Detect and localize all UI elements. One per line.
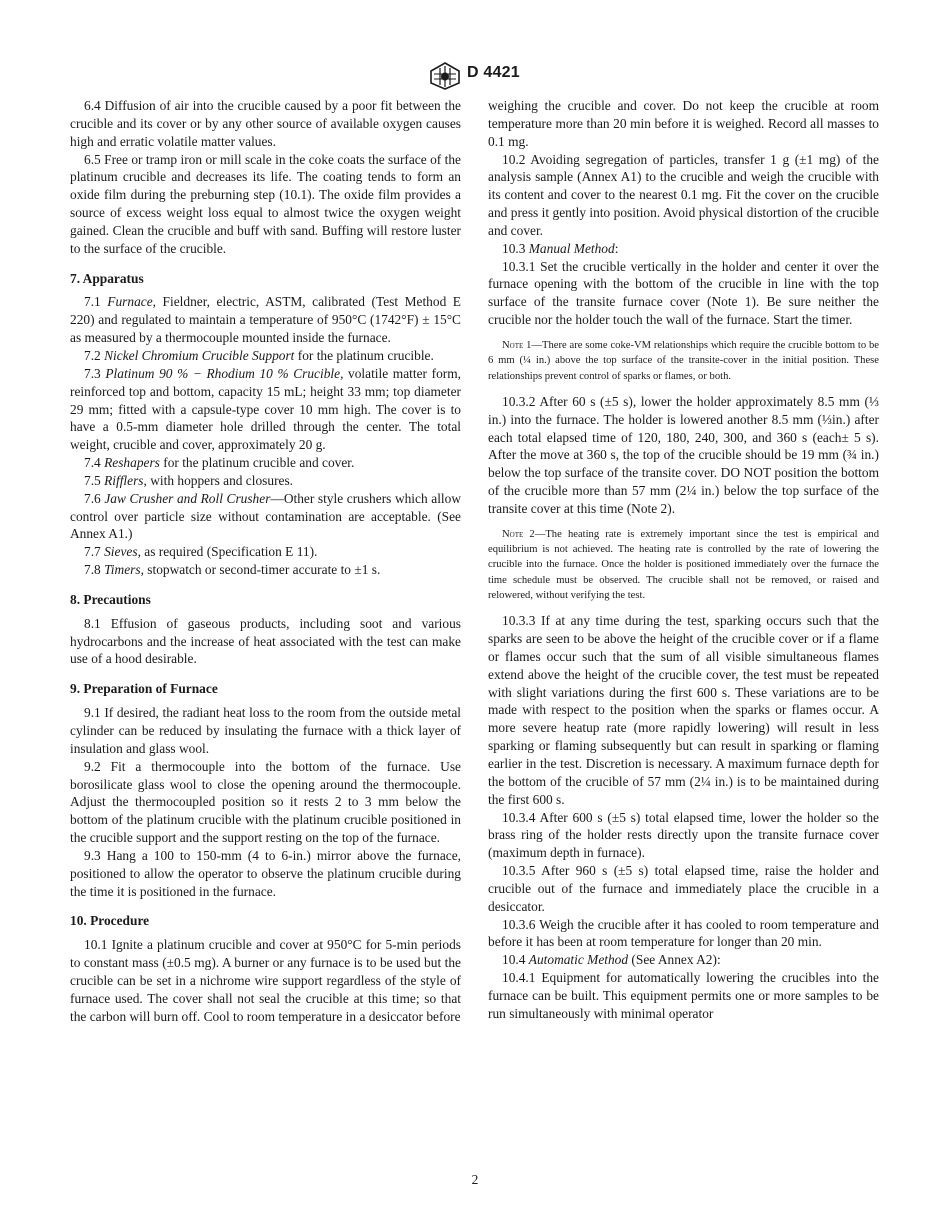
section-heading-procedure: 10. Procedure xyxy=(70,913,150,929)
paragraph-9-3: 9.3 Hang a 100 to 150-mm (4 to 6-in.) mirror above the furnace, positioned to allow the operator to observe the platinum crucible during the time it is positioned in the furnace. xyxy=(70,847,461,899)
paragraph-10-1: 10.1 Ignite a platinum crucible and cover at 950°C for 5-min periods to constant mass (±0.5 mg). A burner or any furnace is to be used but the crucible can be set in a nichrome wire support regardless of the style of furnace used. The cover shall not seal the crucible at this time; so that the carbon will burn off. Cool to room temperature in a desiccator before xyxy=(70,937,461,1024)
paragraph-10-3-5: 10.3.5 After 960 s (±5 s) total elapsed time, raise the holder and crucible out of the furnace and immediately place the crucible in a desiccator. xyxy=(488,863,879,914)
paragraph-9-2: 9.2 Fit a thermocouple into the bottom of the furnace. Use borosilicate glass wool to close the opening around the thermocouple. Adjust the thermocoupled position so it rests 2 to 3 mm below the bottom of the platinum crucible with the platinum crucible positioned in the crucible support and the support resting on the top of the furnace. xyxy=(70,758,461,846)
paragraph-7-8: 7.8 Timers, stopwatch or second-timer accurate to ±1 s. xyxy=(84,562,381,578)
paragraph-7-7: 7.7 Sieves, as required (Specification E 11). xyxy=(84,544,318,560)
section-heading-precautions: 8. Precautions xyxy=(70,591,151,607)
paragraph-7-1: 7.1 Furnace, Fieldner, electric, ASTM, calibrated (Test Method E 220) and regulated to maintain a temperature of 950°C (1742°F) ± 15°C as measured by a thermocouple mounted inside the furnace. xyxy=(70,294,461,346)
paragraph-7-6: 7.6 Jaw Crusher and Roll Crusher—Other style crushers which allow control over particle size without contamination are acceptable. (See Annex A1.) xyxy=(70,490,461,542)
note-2: Note 2—The heating rate is extremely important since the test is empirical and equilibrium is not achieved. The heating rate is controlled by the rate of lowering the crucible into the furnace. Once the holder is positioned immediately over the furnace the time schedule must be observed. The crucible shall not be removed, or raised and relowered, without verifying the test. xyxy=(488,528,879,601)
paragraph-7-5: 7.5 Rifflers, with hoppers and closures. xyxy=(84,472,294,488)
paragraph-10-3-3: 10.3.3 If at any time during the test, sparking occurs such that the sparks are seen to be above the height of the crucible cover or if a flame or flames occur such that the sum of all visible simultaneous flames extend above the height of the crucible cover, the test must be repeated with slight variations during the first 600 s. These variations are to be made with respect to the position when the sparks or flames occur. A more severe heatup rate (more rapidly lowering) will result in less sparking or flaming subsequently but can result in sparking or flaming earlier in the test. Discretion is necessary. A maximum furnace depth for the bottom of the crucible of 57 mm (2¼ in.) is to be maintained during the first 600 s. xyxy=(488,613,879,807)
page-number: 2 xyxy=(471,1172,479,1187)
paragraph-10-3-2: 10.3.2 After 60 s (±5 s), lower the holder approximately 8.5 mm (⅓ in.) into the furnace. The holder is lowered another 8.5 mm (⅓in.) after each total elapsed time of 120, 180, 240, 300, and 360 s (each± 5 s). After the move at 360 s, the top of the crucible should be 19 mm (¾ in.) below the top surface of the transite cover. DO NOT position the bottom of the crucible more than 57 mm (2¼ in.) below the top surface of the transite cover at this time (Note 2). xyxy=(488,393,879,516)
paragraph-10-3: 10.3 Manual Method: xyxy=(502,240,619,256)
note-1: Note 1—There are some coke-VM relationships which require the crucible bottom to be 6 mm (¼ in.) above the top surface of the transite-cover in the initial position. These relationships prevent control of sparks or flames, or both. xyxy=(488,339,879,382)
paragraph-10-3-6: 10.3.6 Weigh the crucible after it has cooled to room temperature and before it has been at room temperature for longer than 20 min. xyxy=(488,916,879,950)
paragraph-10-4-1: 10.4.1 Equipment for automatically lowering the crucibles into the furnace can be built. This equipment permits one or more samples to be run simultaneously with minimal operator xyxy=(488,970,879,1021)
right-column xyxy=(488,97,879,1023)
paragraph-8-1: 8.1 Effusion of gaseous products, including soot and various hydrocarbons and the increase of heat associated with the test can make use of a hood desirable. xyxy=(70,615,461,667)
paragraph-10-3-4: 10.3.4 After 600 s (±5 s) total elapsed time, lower the holder so the brass ring of the holder rests directly upon the transite furnace cover (maximum depth in furnace). xyxy=(488,809,879,861)
astm-logo-icon xyxy=(428,62,462,90)
paragraph-6-4: 6.4 Diffusion of air into the crucible caused by a poor fit between the crucible and its cover or by any other source of available oxygen causes high and erratic volatile matter values. xyxy=(70,98,461,149)
paragraph-6-5: 6.5 Free or tramp iron or mill scale in the coke coats the surface of the platinum crucible and decreases its life. The coating tends to form an oxide film during the preburning step (10.1). The oxide film provides a source of excess weight loss equal to almost twice the oxygen weight gained. Clean the crucible and buff with sand. Buffing will restore luster to the surface of the crucible. xyxy=(70,151,461,256)
paragraph-7-3: 7.3 Platinum 90 % − Rhodium 10 % Crucible, volatile matter form, reinforced top and bottom, capacity 15 mL; height 33 mm; top diameter 29 mm; fitted with a capsule-type cover 10 mm high. The cover is to have a 0.5-mm diameter hole drilled through the center. The total weight, crucible and cover, approximately 20 g. xyxy=(70,365,461,453)
paragraph-7-4: 7.4 Reshapers for the platinum crucible and cover. xyxy=(84,455,355,471)
page-header xyxy=(0,62,950,90)
section-heading-apparatus: 7. Apparatus xyxy=(70,270,144,286)
paragraph-7-2: 7.2 Nickel Chromium Crucible Support for the platinum crucible. xyxy=(84,347,434,363)
paragraph-10-2: 10.2 Avoiding segregation of particles, transfer 1 g (±1 mg) of the analysis sample (Annex A1) to the crucible and weigh the crucible with its content and cover to the nearest 0.1 mg. Fit the cover on the crucible and press it gently into position. Avoid physical distortion of the crucible and cover. xyxy=(488,151,879,238)
paragraph-9-1: 9.1 If desired, the radiant heat loss to the room from the outside metal cylinder can be reduced by insulating the furnace with a thick layer of insulation and glass wool. xyxy=(70,705,461,756)
paragraph-10-3-1: 10.3.1 Set the crucible vertically in the holder and center it over the furnace opening with the bottom of the crucible in line with the top surface of the transite furnace cover (Note 1). Be sure neither the crucible nor the holder touch the wall of the furnace. Start the timer. xyxy=(488,258,879,328)
paragraph-10-1-continued: weighing the crucible and cover. Do not keep the crucible at room temperature more than 20 min before it is weighed. Record all masses to 0.1 mg. xyxy=(488,98,879,149)
left-column xyxy=(70,97,461,1026)
paragraph-10-4: 10.4 Automatic Method (See Annex A2): xyxy=(502,952,721,968)
section-heading-preparation-of-furnace: 9. Preparation of Furnace xyxy=(70,681,218,697)
document-designation: D 4421 xyxy=(467,64,520,81)
